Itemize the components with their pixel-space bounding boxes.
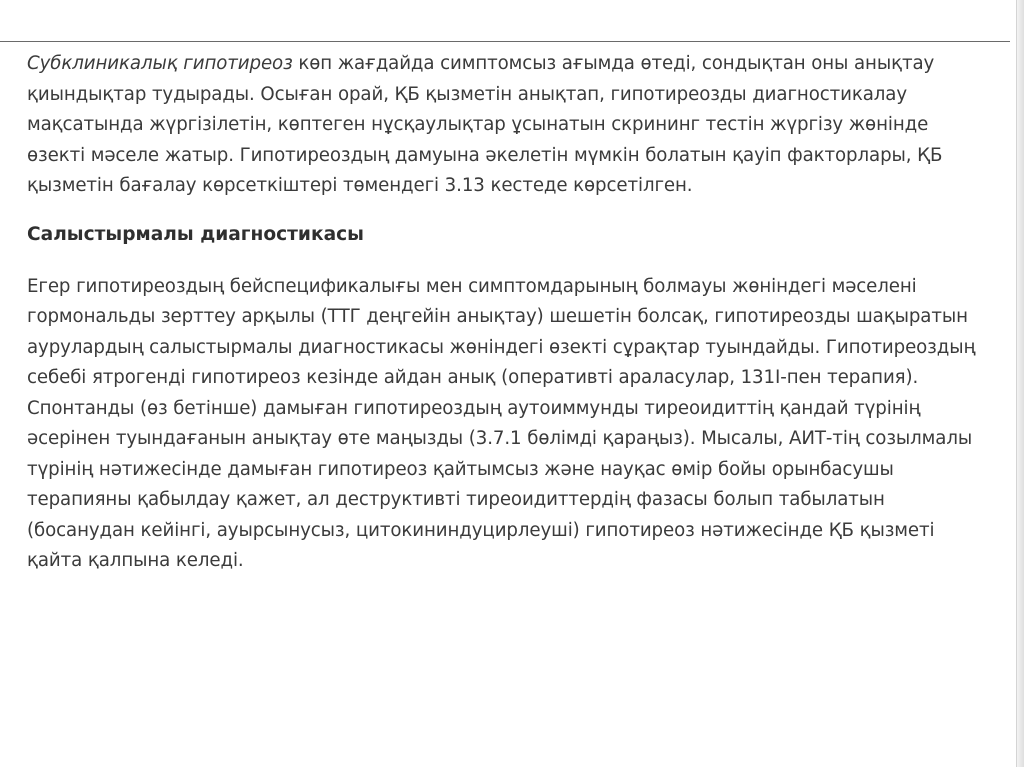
paragraph-differential: Егер гипотиреоздың бейспецификалығы мен симптомдарының болмауы жөніндегі мәселені гормональды зерттеу арқылы (ТТГ деңгейін анықтау) шешетін болсақ, гипотиреозды шақыратын аурулардың салыстырмалы диагностикасы жөніндегі өзекті сұрақтар туындайды. Гипотиреоздың себебі ятрогенді гипотиреоз кезінде айдан анық (оперативті араласулар, 131I-пен терапия). Спонтанды (өз бетінше) дамыған гипотиреоздың аутоиммунды тиреоидиттің қандай түрінің әсерінен туындағанын анықтау өте маңызды (3.7.1 бөлімді қараңыз). Мысалы, АИТ-тің созылмалы түрінің нәтижесінде дамыған гипотиреоз қайтымсыз және науқас өмір бойы орынбасушы терапияны қабылдау қажет, ал деструктивті тиреоидиттердің фазасы болып табылатын (босанудан кейінгі, ауырсынусыз, цитокининдуцирлеуші) гипотиреоз нәтижесінде ҚБ қызметі қайта қалпына келеді. [27, 275, 976, 571]
section-heading: Салыстырмалы диагностикасы [27, 223, 364, 245]
document-body [27, 49, 987, 577]
page-edge [1016, 0, 1024, 767]
italic-term: Субклиникалық гипотиреоз [27, 53, 293, 74]
top-divider [0, 41, 1010, 42]
paragraph-text: көп жағдайда симптомсыз ағымда өтеді, сондықтан оны анықтау қиындықтар тудырады. Осыған орай, ҚБ қызметін анықтап, гипотиреозды диагностикалау мақсатында жүргізілетін, көптеген нұсқаулықтар ұсынатын скрининг тестін жүргізу жөнінде өзекті мәселе жатыр. Гипотиреоздың дамуына әкелетін мүмкін болатын қауіп факторлары, ҚБ қызметін бағалау көрсеткіштері төмендегі 3.13 кестеде көрсетілген. [27, 53, 943, 196]
paragraph-subclinical [27, 49, 987, 202]
